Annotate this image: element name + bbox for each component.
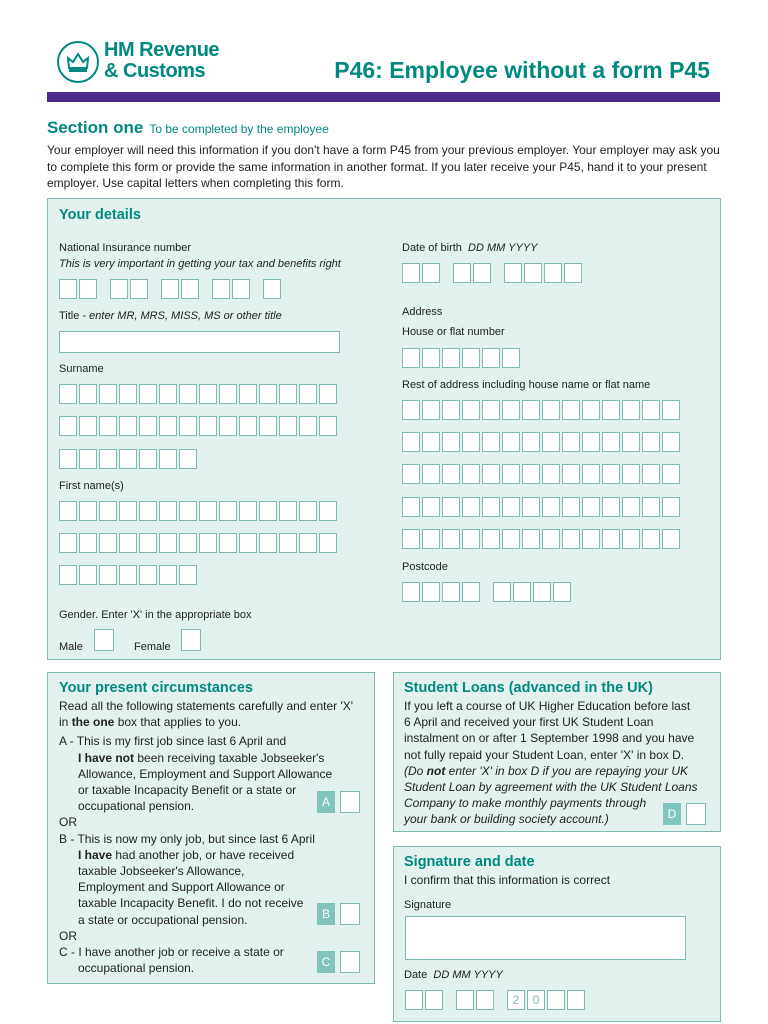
gender-label: Gender. Enter 'X' in the appropriate box <box>59 609 252 621</box>
statement-b-line-1: B - This is now my only job, but since last 6 April <box>59 831 315 846</box>
statement-b-line-5: taxable Incapacity Benefit. I do not receive <box>78 896 304 911</box>
statement-b-line-4: Employment and Support Allowance or <box>78 880 285 895</box>
statement-a-line-2 <box>59 750 369 766</box>
female-label: Female <box>134 641 171 653</box>
dob-label <box>402 240 538 256</box>
box-c-checkbox[interactable] <box>340 951 360 973</box>
box-a-label: A <box>317 791 335 813</box>
title-input[interactable] <box>59 331 340 353</box>
circ-intro-1: Read all the following statements carefully and enter 'X' <box>59 699 354 713</box>
student-loans-title: Student Loans (advanced in the UK) <box>404 680 653 696</box>
section-subtitle: To be completed by the employee <box>149 122 329 136</box>
logo-line-1: HM Revenue <box>104 39 220 61</box>
box-b-label: B <box>317 903 335 925</box>
address-row-3[interactable] <box>402 464 682 484</box>
box-a-checkbox[interactable] <box>340 791 360 813</box>
student-loans-line-6: Student Loan by agreement with the UK Student Loans <box>404 780 698 795</box>
student-loans-line-5-bold: not <box>426 763 446 778</box>
box-d-checkbox[interactable] <box>686 803 706 825</box>
box-b-checkbox[interactable] <box>340 903 360 925</box>
address-label: Address <box>402 306 443 318</box>
address-row-1[interactable] <box>402 400 682 420</box>
surname-row-3[interactable] <box>59 449 199 469</box>
circumstances-title: Your present circumstances <box>59 680 253 696</box>
title-label-text: Title - <box>59 310 90 322</box>
surname-row-2[interactable] <box>59 416 339 436</box>
header-rule <box>47 92 720 102</box>
student-loans-line-5-pre: (Do <box>404 763 427 778</box>
signature-title: Signature and date <box>404 854 535 870</box>
house-label: House or flat number <box>402 326 505 338</box>
statement-a-line-2-rest: been receiving taxable Jobseeker's <box>134 750 325 765</box>
statement-a-line-4: or taxable Incapacity Benefit or a state or <box>78 783 297 798</box>
student-loans-line-4: not fully repaid your Student Loan, enter 'X' in box D. <box>404 747 685 762</box>
section-intro: Your employer will need this information if you don't have a form P45 from your previous employer. Your employer may ask you to complete this form or provide the same information in another format. If you later receive your P45, hand it to your present employer. Use capital letters when completing this form. <box>47 143 720 190</box>
first-names-row-3[interactable] <box>59 565 199 585</box>
male-label: Male <box>59 641 83 653</box>
first-names-label: First name(s) <box>59 480 124 492</box>
box-c-label: C <box>317 951 335 973</box>
female-checkbox[interactable] <box>181 629 201 651</box>
statement-a-line-3: Allowance, Employment and Support Allowance <box>78 766 333 781</box>
student-loans-line-5 <box>404 763 716 779</box>
title-label <box>59 308 282 324</box>
surname-label: Surname <box>59 363 104 375</box>
statement-b-bold: I have <box>78 847 113 862</box>
student-loans-line-3: instalment on or after 1 September 1998 and you have <box>404 731 695 746</box>
circ-intro-2-post: box that applies to you. <box>114 715 242 730</box>
crown-logo-icon <box>57 41 99 83</box>
section-title <box>47 118 329 138</box>
circ-intro-2 <box>59 714 369 730</box>
signature-confirm: I confirm that this information is correct <box>404 873 611 887</box>
form-title: P46: Employee without a form P45 <box>334 57 710 83</box>
student-loans-line-7: Company to make monthly payments through <box>404 796 647 811</box>
statement-b-line-2 <box>59 847 369 863</box>
statement-b-line-3: taxable Jobseeker's Allowance, <box>78 864 245 879</box>
first-names-row-2[interactable] <box>59 533 339 553</box>
student-loans-line-2: 6 April and received your first UK Student Loan <box>404 715 654 730</box>
student-loans-panel <box>393 672 721 832</box>
statement-c-line-2: occupational pension. <box>78 961 195 976</box>
title-hint: enter MR, MRS, MISS, MS or other title <box>89 310 282 322</box>
student-loans-line-8: your bank or building society account.) <box>404 812 609 827</box>
address-row-2[interactable] <box>402 432 682 452</box>
section-title-text: Section one <box>47 118 144 137</box>
dob-input[interactable] <box>402 263 584 283</box>
signature-panel <box>393 846 721 1022</box>
your-details-panel <box>47 198 721 660</box>
postcode-label: Postcode <box>402 561 448 573</box>
statement-b-line-2-rest: had another job, or have received <box>112 847 295 862</box>
box-d-label: D <box>663 803 681 825</box>
or-label-2: OR <box>59 928 77 943</box>
signature-label: Signature <box>404 899 452 911</box>
logo-line-2: & Customs <box>104 60 206 82</box>
statement-c-line-1: C - I have another job or receive a state or <box>59 945 284 960</box>
ni-note: This is very important in getting your tax and benefits right <box>59 258 341 270</box>
statement-a-bold: I have not <box>78 750 135 765</box>
statement-b-line-6: a state or occupational pension. <box>78 912 248 927</box>
rest-address-label: Rest of address including house name or flat name <box>402 379 651 391</box>
house-number-input[interactable] <box>402 348 522 368</box>
circumstances-panel <box>47 672 375 984</box>
or-label-1: OR <box>59 815 77 830</box>
date-label <box>404 967 503 983</box>
male-checkbox[interactable] <box>94 629 114 651</box>
ni-number-input[interactable] <box>59 279 283 299</box>
address-row-5[interactable] <box>402 529 682 549</box>
circ-intro-2-bold: the one <box>71 715 115 730</box>
signature-input[interactable] <box>405 916 686 960</box>
student-loans-line-5-post: enter 'X' in box D if you are repaying your UK <box>445 763 689 778</box>
student-loans-line-1: If you left a course of UK Higher Education before last <box>404 699 691 713</box>
ni-label: National Insurance number <box>59 242 192 254</box>
signature-date-input[interactable] <box>405 990 587 1010</box>
date-label-text: Date <box>404 969 428 981</box>
dob-hint: DD MM YYYY <box>468 242 538 254</box>
hmrc-logo-text <box>104 40 219 82</box>
year-digit-2: 2 <box>507 990 525 1010</box>
statement-a-line-5: occupational pension. <box>78 799 195 814</box>
year-digit-0: 0 <box>527 990 545 1010</box>
surname-row-1[interactable] <box>59 384 339 404</box>
first-names-row-1[interactable] <box>59 501 339 521</box>
date-hint: DD MM YYYY <box>433 969 503 981</box>
address-row-4[interactable] <box>402 497 682 517</box>
postcode-input[interactable] <box>402 582 573 602</box>
dob-label-text: Date of birth <box>402 242 462 254</box>
circ-intro-2-pre: in <box>59 715 72 730</box>
your-details-title: Your details <box>59 207 141 223</box>
statement-a-line-1: A - This is my first job since last 6 April and <box>59 734 287 749</box>
circumstances-text <box>59 698 369 976</box>
